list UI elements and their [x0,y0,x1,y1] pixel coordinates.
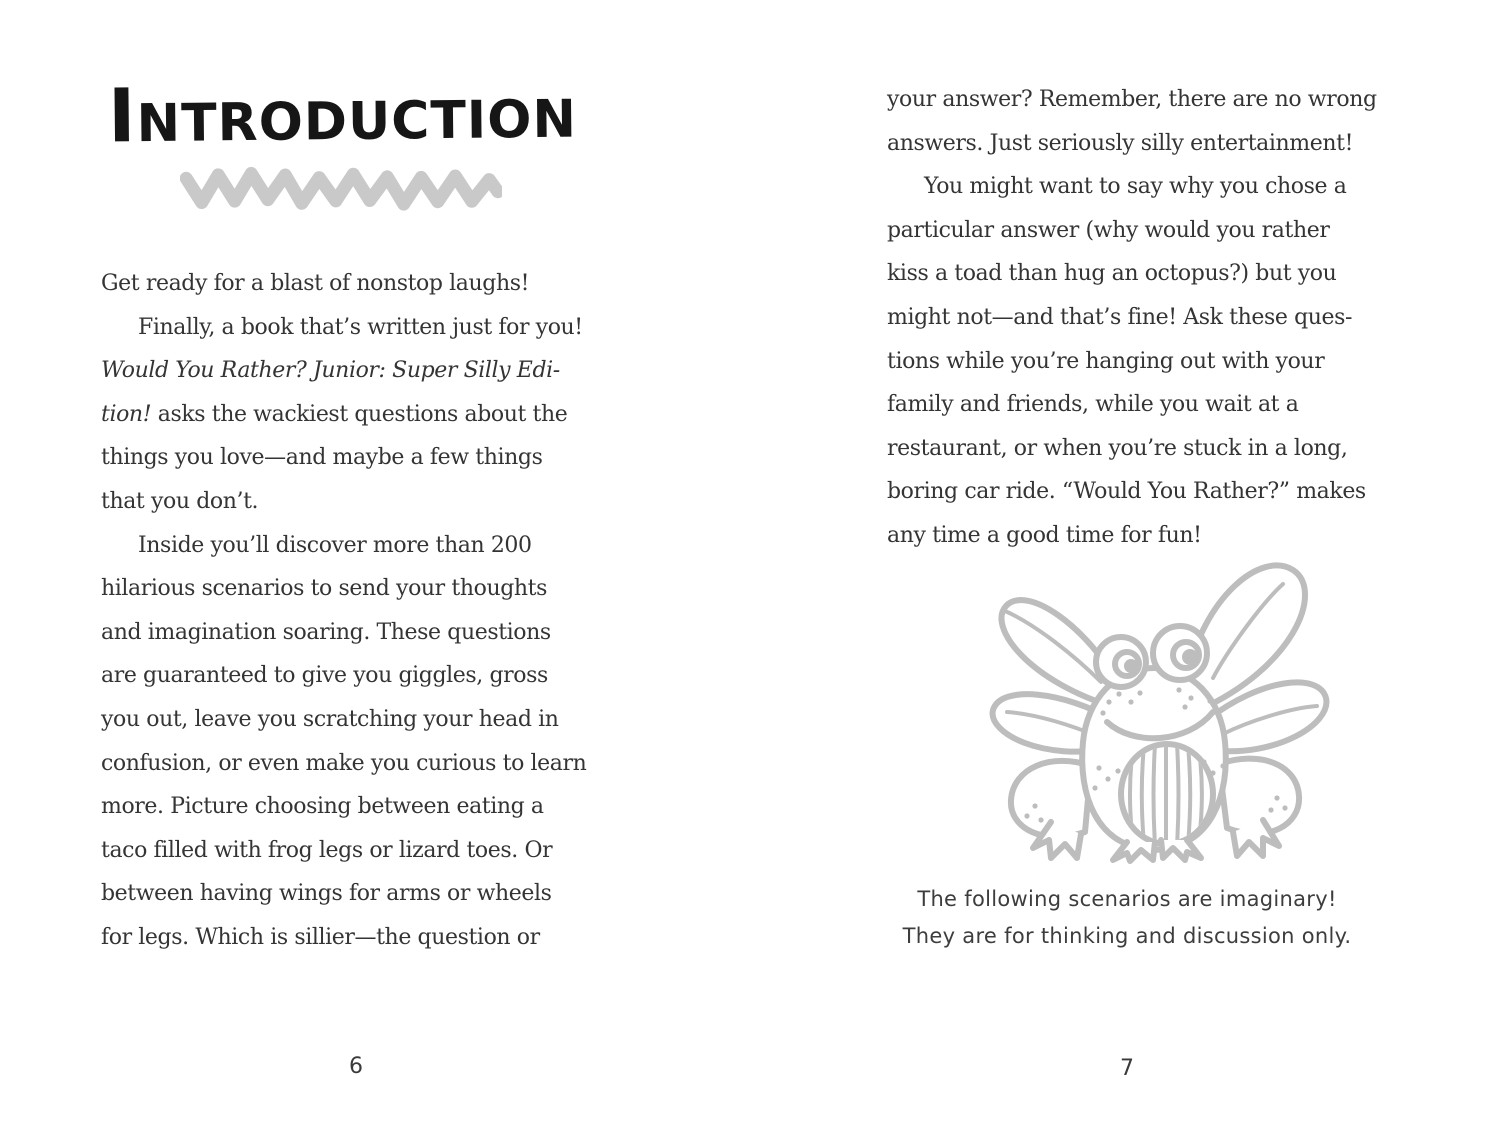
text-line: more. Picture choosing between eating a [101,794,544,820]
left-page-body-text [101,262,631,960]
text-line: that you don’t. [101,488,259,514]
text-line: family and friends, while you wait at a [887,392,1299,418]
text-line: Inside you’ll discover more than 200 [138,532,532,558]
text-line: confusion, or even make you curious to learn [101,750,587,776]
caption-line: The following scenarios are imaginary! [917,887,1337,911]
text-line: Finally, a book that’s written just for you! [138,314,583,340]
chapter-title: Introduction [107,68,578,160]
text-line: any time a good time for fun! [887,522,1202,548]
page-number-left: 6 [349,1054,363,1079]
text-line: tions while you’re hanging out with your [887,348,1325,374]
text-line: kiss a toad than hug an octopus?) but you [887,261,1337,287]
scenario-disclaimer [887,881,1367,955]
text-line: boring car ride. “Would You Rather?” makes [887,479,1366,505]
right-page-body-text [887,78,1377,558]
caption-line: They are for thinking and discussion only. [902,924,1352,948]
text-line: Would You Rather? Junior: Super Silly Edi- [101,358,560,384]
text-line: taco filled with frog legs or lizard toes. Or [101,837,553,863]
text-line: between having wings for arms or wheels [101,881,552,907]
text-line: tion! asks the wackiest questions about the [101,401,568,427]
text-line: You might want to say why you chose a [924,174,1347,200]
text-line: answers. Just seriously silly entertainment! [887,130,1354,156]
text-line: particular answer (why would you rather [887,217,1330,243]
text-line: for legs. Which is sillier—the question or [101,924,540,950]
frog-front-foot-left [1113,842,1155,861]
text-line: you out, leave you scratching your head in [101,706,559,732]
text-line: things you love—and maybe a few things [101,445,543,471]
text-line: restaurant, or when you’re stuck in a long, [887,435,1348,461]
text-line: are guaranteed to give you giggles, gross [101,663,548,689]
page-number-right: 7 [1120,1056,1134,1081]
text-line: your answer? Remember, there are no wrong [887,87,1377,112]
text-line: might not—and that’s fine! Ask these ques- [887,304,1353,330]
frog-pupil [1124,659,1138,673]
text-line: and imagination soaring. These questions [101,619,551,645]
winged-frog-illustration [975,556,1335,864]
frog-pupil [1182,649,1198,665]
squiggle-underline [180,163,502,215]
text-line: hilarious scenarios to send your thoughts [101,576,547,602]
text-line: Get ready for a blast of nonstop laughs! [101,271,530,296]
frog-front-foot-right [1161,840,1201,860]
